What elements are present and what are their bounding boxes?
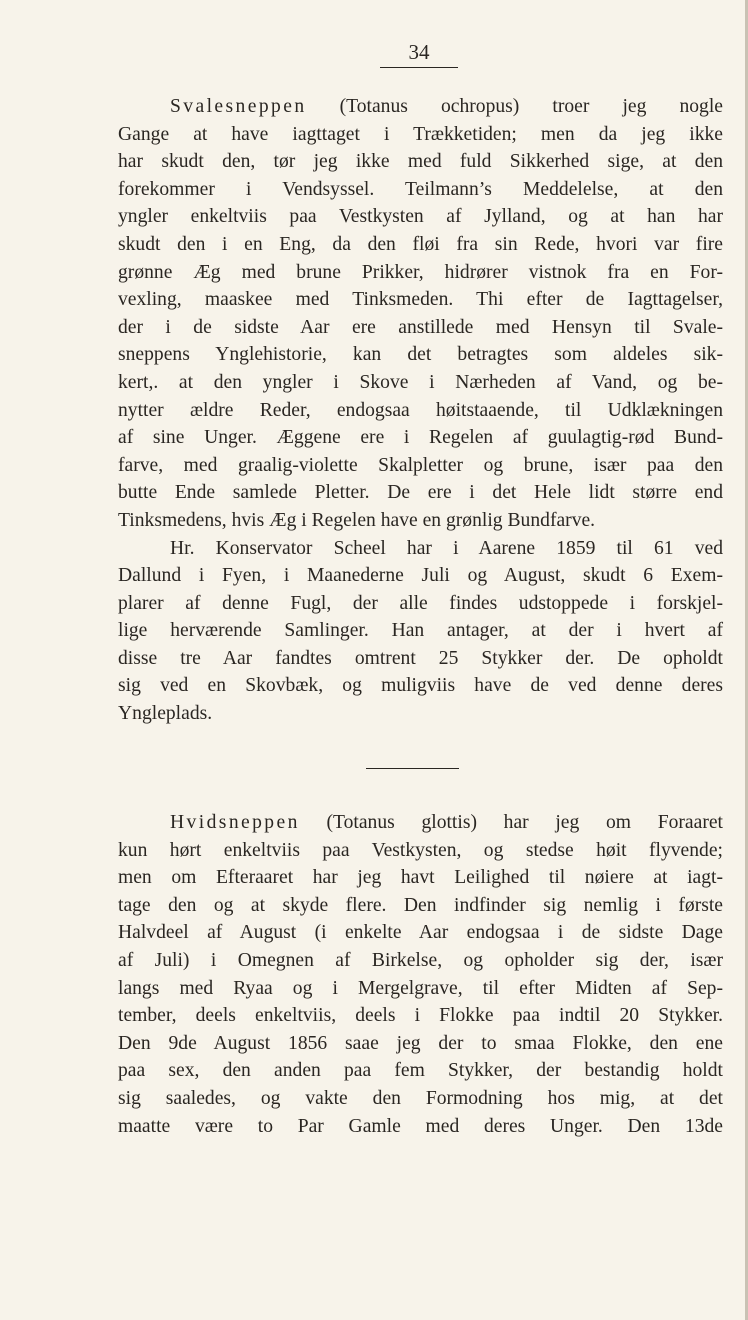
text-line: Halvdeel af August (i enkelte Aar endogsaa i de sidste Dage — [118, 922, 723, 944]
text-line: forekommer i Vendsyssel. Teilmann’s Meddelelse, at den — [118, 178, 723, 200]
text-line: Svalesneppen (Totanus ochropus) troer jeg nogle — [170, 96, 723, 117]
text-line: sig saaledes, og vakte den Formodning hos mig, at det — [118, 1087, 723, 1109]
page-number-rule — [380, 67, 458, 68]
text-line: har skudt den, tør jeg ikke med fuld Sikkerhed sige, at den — [118, 151, 723, 173]
text-line: paa sex, den anden paa fem Stykker, der bestandig holdt — [118, 1060, 723, 1082]
page-number: 34 — [408, 40, 430, 64]
text-line: langs med Ryaa og i Mergelgrave, til efter Midten af Sep- — [118, 977, 723, 999]
text-line: grønne Æg med brune Prikker, hidrører vistnok fra en For- — [118, 261, 723, 283]
text-line: disse tre Aar fandtes omtrent 25 Stykker der. De opholdt — [118, 647, 723, 669]
text-line: Tinksmedens, hvis Æg i Regelen have en grønlig Bundfarve. — [118, 509, 596, 531]
text-line: Gange at have iagttaget i Trækketiden; men da jeg ikke — [118, 123, 723, 145]
paragraph-hvidsneppen — [118, 809, 723, 1140]
text-line: lige herværende Samlinger. Han antager, at der i hvert af — [118, 620, 723, 642]
text-line: af Juli) i Omegnen af Birkelse, og opholder sig der, især — [118, 949, 723, 971]
section-divider — [366, 768, 459, 769]
text-line: Hvidsneppen (Totanus glottis) har jeg om Foraaret — [170, 812, 723, 833]
text-line: Yngleplads. — [118, 703, 213, 725]
text-line: nytter ældre Reder, endogsaa høitstaaende, til Udklækningen — [118, 399, 723, 421]
species-name: Svalesneppen — [170, 96, 307, 117]
text-line: Hr. Konservator Scheel har i Aarene 1859 til 61 ved — [170, 537, 723, 559]
species-name: Hvidsneppen — [170, 812, 300, 833]
text-line: tage den og at skyde flere. Den indfinder sig nemlig i første — [118, 894, 723, 916]
text-line: af sine Unger. Æggene ere i Regelen af guulagtig-rød Bund- — [118, 427, 723, 449]
text-line: Dallund i Fyen, i Maanederne Juli og August, skudt 6 Exem- — [118, 565, 723, 587]
text-line: skudt den i en Eng, da den fløi fra sin Rede, hvori var fire — [118, 233, 723, 255]
text-line: kert,. at den yngler i Skove i Nærheden af Vand, og be- — [118, 371, 723, 393]
text-line: maatte være to Par Gamle med deres Unger. Den 13de — [118, 1115, 723, 1137]
section-hvidsneppen — [118, 809, 723, 1140]
section-svalesneppen — [118, 93, 723, 728]
text-line: Den 9de August 1856 saae jeg der to smaa Flokke, den ene — [118, 1032, 723, 1054]
text-line: men om Efteraaret har jeg havt Leilighed til nøiere at iagt- — [118, 867, 723, 889]
text-line: yngler enkeltviis paa Vestkysten af Jylland, og at han har — [118, 206, 723, 228]
text-line: plarer af denne Fugl, der alle findes udstoppede i forskjel- — [118, 592, 723, 614]
text-line: vexling, maaskee med Tinksmeden. Thi efter de Iagttagelser, — [118, 289, 723, 311]
text-line: sneppens Ynglehistorie, kan det betragtes som aldeles sik- — [118, 344, 723, 366]
text-line: farve, med graalig-violette Skalpletter og brune, især paa den — [118, 454, 723, 476]
paragraph-svalesneppen — [118, 93, 723, 728]
text-line: kun hørt enkeltviis paa Vestkysten, og stedse høit flyvende; — [118, 839, 723, 861]
text-line: sig ved en Skovbæk, og muligviis have de ved denne deres — [118, 675, 723, 697]
text-line: der i de sidste Aar ere anstillede med Hensyn til Svale- — [118, 316, 723, 338]
text-line: tember, deels enkeltviis, deels i Flokke paa indtil 20 Stykker. — [118, 1005, 723, 1027]
text-line: butte Ende samlede Pletter. De ere i det Hele lidt større end — [118, 482, 723, 504]
